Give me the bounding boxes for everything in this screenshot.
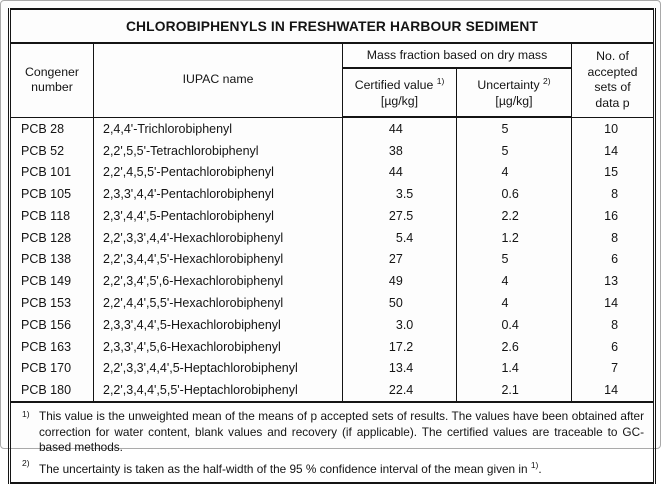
- certified-cell: 49: [343, 270, 457, 292]
- table-row: [10, 314, 655, 336]
- sets-cell: 7: [572, 357, 655, 379]
- uncertainty-cell: 2.1: [457, 379, 572, 402]
- iupac-cell: 2,2',5,5'-Tetrachlorobiphenyl: [94, 140, 343, 162]
- certified-footnote-ref: 1): [436, 75, 445, 86]
- table-row: [10, 249, 655, 271]
- header-certified-value: [343, 68, 457, 117]
- footnote-2-text: The uncertainty is taken as the half-width of the 95 % confidence interval of the mean given in: [39, 461, 531, 476]
- congener-cell: PCB 149: [10, 270, 94, 292]
- footnote-2-text-end: .: [538, 461, 542, 476]
- table-row: [10, 205, 655, 227]
- congener-cell: PCB 138: [10, 249, 94, 271]
- congener-cell: PCB 52: [10, 140, 94, 162]
- footnote-2-marker: 2): [22, 458, 30, 469]
- congener-cell: PCB 163: [10, 336, 94, 358]
- sets-cell: 14: [572, 379, 655, 402]
- certified-value-label: Certified value: [354, 77, 434, 92]
- table-row: [10, 292, 655, 314]
- iupac-cell: 2,2',3,4,4',5'-Hexachlorobiphenyl: [94, 249, 343, 271]
- congener-cell: PCB 180: [10, 379, 94, 402]
- certified-cell: 13.4: [343, 357, 457, 379]
- sets-cell: 14: [572, 140, 655, 162]
- footnote-2-inline-ref: 1): [530, 460, 539, 471]
- sets-cell: 13: [572, 270, 655, 292]
- iupac-cell: 2,2',4,5,5'-Pentachlorobiphenyl: [94, 162, 343, 184]
- uncertainty-cell: 0.6: [457, 183, 572, 205]
- sets-cell: 10: [572, 117, 655, 140]
- sets-cell: 8: [572, 183, 655, 205]
- sets-cell: 15: [572, 162, 655, 184]
- table-row: [10, 140, 655, 162]
- certified-cell: 27: [343, 249, 457, 271]
- congener-cell: PCB 28: [10, 117, 94, 140]
- header-uncertainty: [457, 68, 572, 117]
- footnote-2: [22, 458, 644, 478]
- congener-cell: PCB 128: [10, 227, 94, 249]
- uncertainty-cell: 5: [457, 140, 572, 162]
- chlorobiphenyls-table: [8, 8, 656, 484]
- uncertainty-cell: 5: [457, 249, 572, 271]
- iupac-cell: 2,2',3,3',4,4'-Hexachlorobiphenyl: [94, 227, 343, 249]
- table-row: [10, 270, 655, 292]
- header-mass-fraction-group: Mass fraction based on dry mass: [343, 43, 572, 68]
- congener-cell: PCB 101: [10, 162, 94, 184]
- footnote-1-text: This value is the unweighted mean of the means of p accepted sets of results. The values have been obtained after correction for water content, blank values and recovery (if applicable). The certified values are traceable to GC-based methods.: [39, 408, 645, 455]
- certified-cell: 27.5: [343, 205, 457, 227]
- certified-cell: 17.2: [343, 336, 457, 358]
- sets-cell: 8: [572, 227, 655, 249]
- table-row: [10, 117, 655, 140]
- sets-cell: 6: [572, 249, 655, 271]
- congener-cell: PCB 118: [10, 205, 94, 227]
- sets-cell: 8: [572, 314, 655, 336]
- certified-value-unit: [µg/kg]: [380, 93, 419, 108]
- iupac-cell: 2,2',3,4,4',5,5'-Heptachlorobiphenyl: [94, 379, 343, 402]
- uncertainty-footnote-ref: 2): [543, 75, 551, 86]
- table-row: [10, 336, 655, 358]
- footnote-cell: [10, 402, 655, 483]
- certified-cell: 3.0: [343, 314, 457, 336]
- certified-cell: 44: [343, 117, 457, 140]
- uncertainty-cell: 1.4: [457, 357, 572, 379]
- table-row: [10, 162, 655, 184]
- iupac-cell: 2,3,3',4,4'-Pentachlorobiphenyl: [94, 183, 343, 205]
- sets-cell: 14: [572, 292, 655, 314]
- uncertainty-cell: 4: [457, 162, 572, 184]
- header-accepted-sets: [572, 43, 655, 117]
- uncertainty-cell: 0.4: [457, 314, 572, 336]
- uncertainty-cell: 1.2: [457, 227, 572, 249]
- congener-cell: PCB 156: [10, 314, 94, 336]
- certified-cell: 50: [343, 292, 457, 314]
- iupac-cell: 2,3',4,4',5-Pentachlorobiphenyl: [94, 205, 343, 227]
- uncertainty-label: Uncertainty: [477, 77, 540, 92]
- congener-cell: PCB 153: [10, 292, 94, 314]
- congener-cell: PCB 170: [10, 357, 94, 379]
- certified-cell: 5.4: [343, 227, 457, 249]
- table-row: [10, 357, 655, 379]
- iupac-cell: 2,2',3,3',4,4',5-Heptachlorobiphenyl: [94, 357, 343, 379]
- table-row: [10, 183, 655, 205]
- table-title: CHLOROBIPHENYLS IN FRESHWATER HARBOUR SEDIMENT: [10, 9, 655, 43]
- header-row-group: [10, 43, 655, 68]
- uncertainty-unit: [µg/kg]: [495, 93, 533, 108]
- table-body: [10, 117, 655, 402]
- uncertainty-cell: 4: [457, 292, 572, 314]
- iupac-cell: 2,2',3,4',5',6-Hexachlorobiphenyl: [94, 270, 343, 292]
- footnote-row: [10, 402, 655, 483]
- certified-cell: 3.5: [343, 183, 457, 205]
- sets-cell: 6: [572, 336, 655, 358]
- table-row: [10, 379, 655, 402]
- iupac-cell: 2,2',4,4',5,5'-Hexachlorobiphenyl: [94, 292, 343, 314]
- title-row: [10, 9, 655, 43]
- table-row: [10, 227, 655, 249]
- uncertainty-cell: 2.2: [457, 205, 572, 227]
- sets-cell: 16: [572, 205, 655, 227]
- certified-cell: 38: [343, 140, 457, 162]
- header-iupac-name: IUPAC name: [94, 43, 343, 117]
- footnote-1-marker: 1): [22, 408, 30, 419]
- uncertainty-cell: 5: [457, 117, 572, 140]
- iupac-cell: 2,3,3',4',5,6-Hexachlorobiphenyl: [94, 336, 343, 358]
- certified-cell: 22.4: [343, 379, 457, 402]
- iupac-cell: 2,3,3',4,4',5-Hexachlorobiphenyl: [94, 314, 343, 336]
- header-accepted-sets-label: No. of accepted sets of data p: [587, 48, 638, 110]
- uncertainty-cell: 4: [457, 270, 572, 292]
- header-congener-number: Congener number: [10, 43, 94, 117]
- congener-cell: PCB 105: [10, 183, 94, 205]
- certified-cell: 44: [343, 162, 457, 184]
- uncertainty-cell: 2.6: [457, 336, 572, 358]
- iupac-cell: 2,4,4'-Trichlorobiphenyl: [94, 117, 343, 140]
